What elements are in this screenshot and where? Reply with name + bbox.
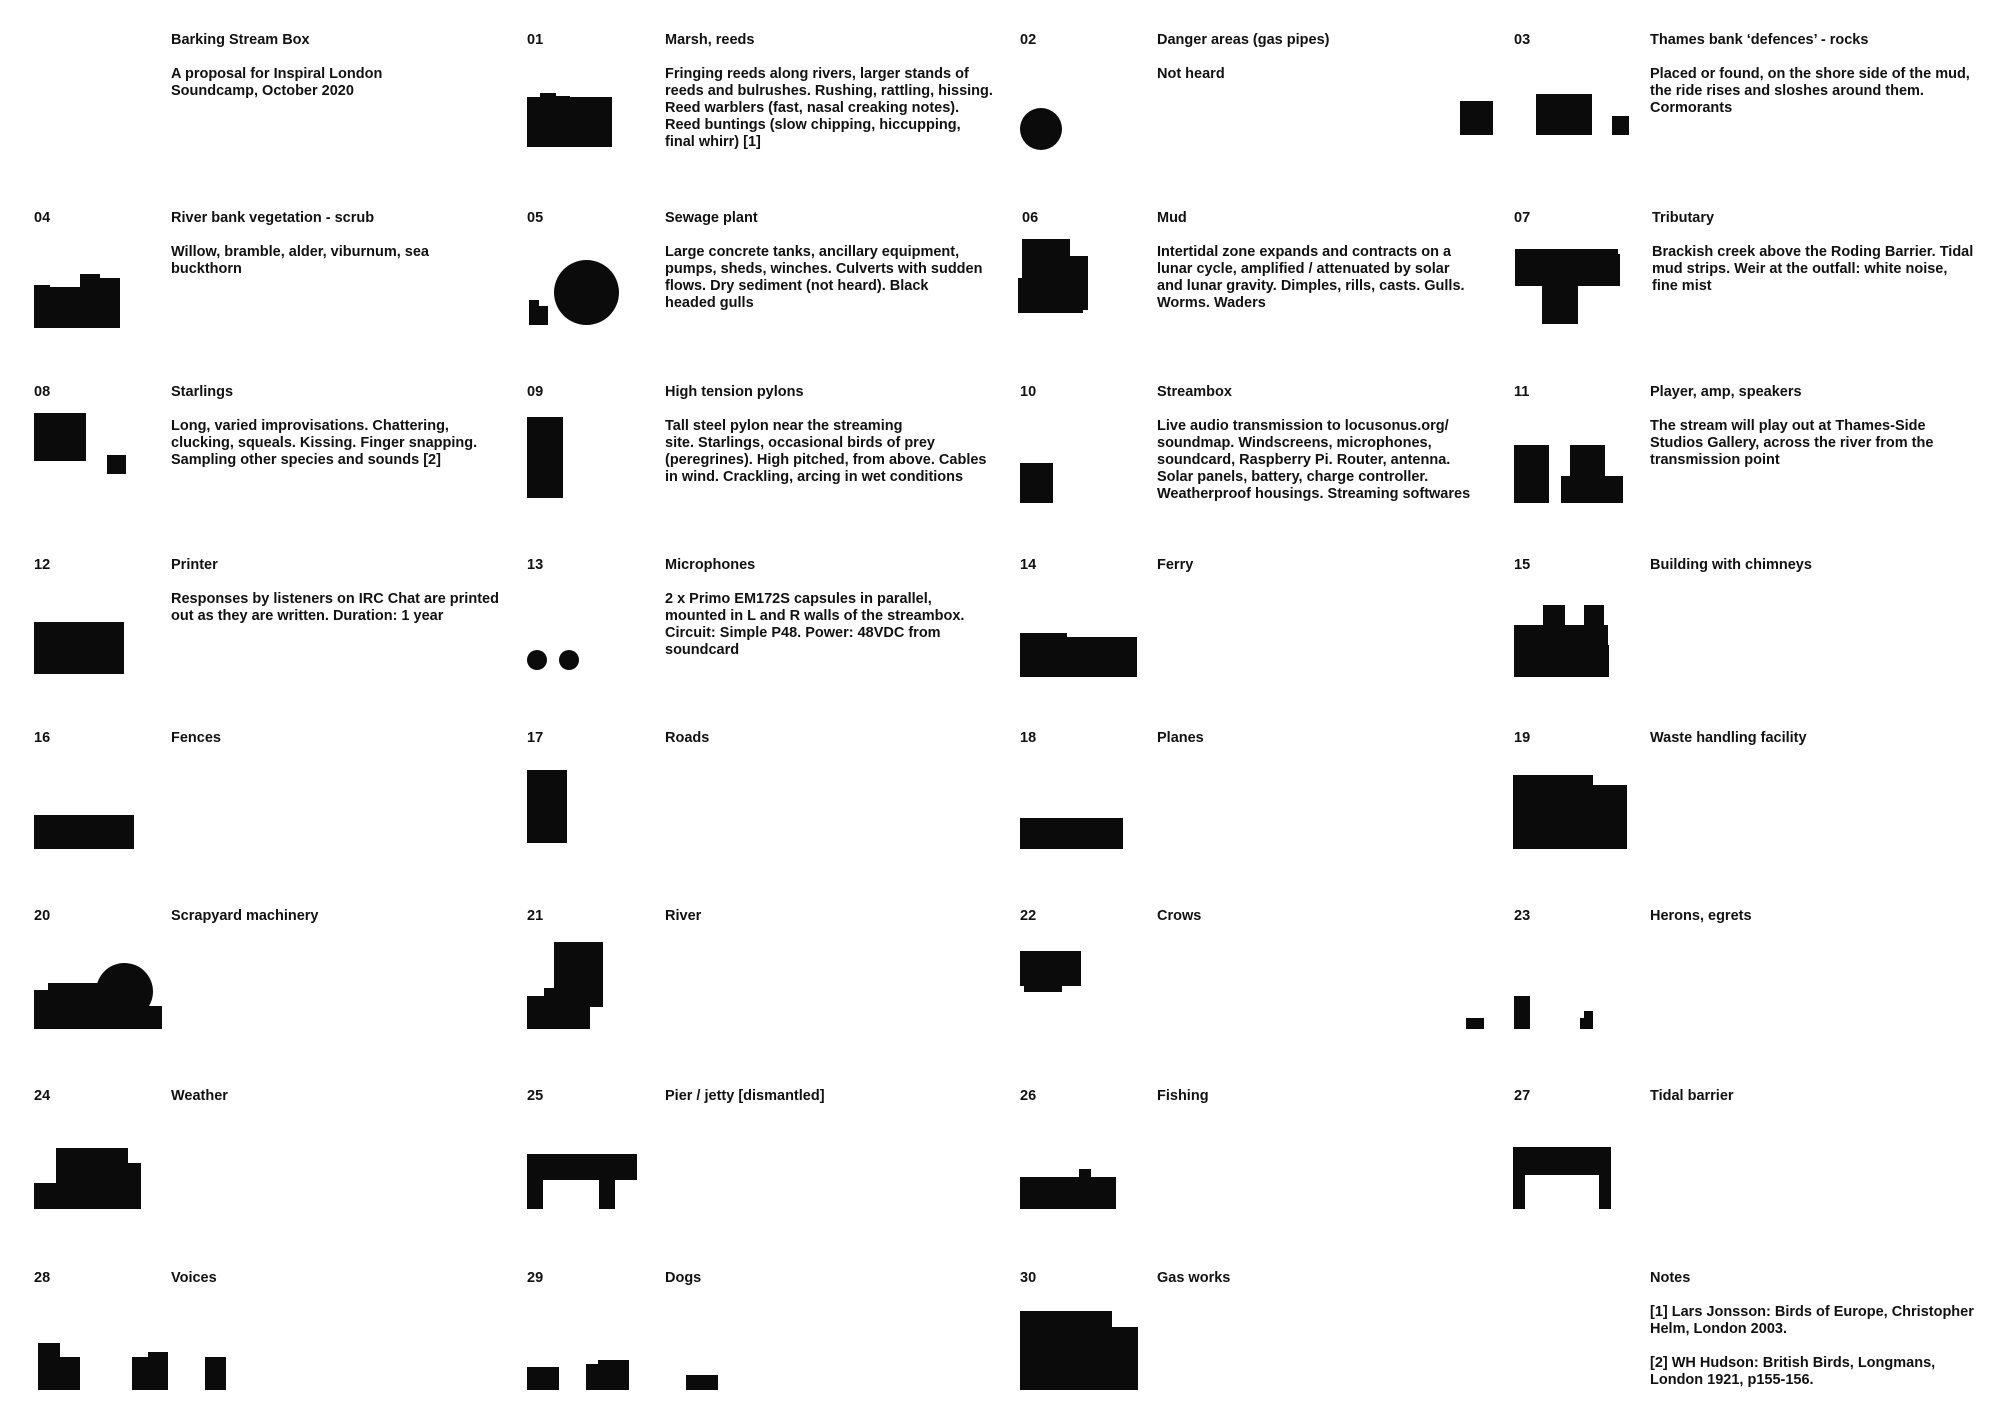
item-desc-04: Willow, bramble, alder, viburnum, sea buckthorn <box>171 244 429 277</box>
item-title-18: Planes <box>1157 730 1204 746</box>
item-number-29: 29 <box>527 1270 544 1286</box>
item-number-28: 28 <box>34 1270 51 1286</box>
item-title-13: Microphones <box>665 557 756 573</box>
item-number-04: 04 <box>34 210 51 226</box>
item-desc-11: The stream will play out at Thames-Side Studios Gallery, across the river from the transmission point <box>1650 418 1934 468</box>
item-title-26: Fishing <box>1157 1088 1209 1104</box>
item-number-05: 05 <box>527 210 544 226</box>
item-desc-13: 2 x Primo EM172S capsules in parallel, mounted in L and R walls of the streambox. Circuit: Simple P48. Power: 48VDC from soundcard <box>665 591 965 658</box>
item-title-11: Player, amp, speakers <box>1650 384 1802 400</box>
note-2: [2] WH Hudson: British Birds, Longmans, London 1921, p155-156. <box>1650 1355 1936 1388</box>
item-title-14: Ferry <box>1157 557 1194 573</box>
item-title-28: Voices <box>171 1270 217 1286</box>
notes-title: Notes <box>1650 1270 1691 1286</box>
item-title-19: Waste handling facility <box>1650 730 1807 746</box>
item-desc-03: Placed or found, on the shore side of the mud, the ride rises and sloshes around them. Cormorants <box>1650 66 1970 116</box>
item-title-03: Thames bank ‘defences’ - rocks <box>1650 32 1869 48</box>
item-desc-08: Long, varied improvisations. Chattering, clucking, squeals. Kissing. Finger snapping. Sampling other species and sounds [2] <box>171 418 478 468</box>
item-title-20: Scrapyard machinery <box>171 908 319 924</box>
item-desc-05: Large concrete tanks, ancillary equipment, pumps, sheds, winches. Culverts with sudden flows. Dry sediment (not heard). Black headed gulls <box>665 244 983 311</box>
note-1: [1] Lars Jonsson: Birds of Europe, Christopher Helm, London 2003. <box>1650 1304 1974 1337</box>
item-desc-07: Brackish creek above the Roding Barrier. Tidal mud strips. Weir at the outfall: white noise, fine mist <box>1652 244 1974 294</box>
item-number-08: 08 <box>34 384 51 400</box>
item-number-22: 22 <box>1020 908 1037 924</box>
document-title: Barking Stream Box <box>171 32 310 48</box>
item-desc-10: Live audio transmission to locusonus.org/ soundmap. Windscreens, microphones, soundcard, Raspberry Pi. Router, antenna. Solar panels, battery, charge controller. Weatherproof housings. Streaming softwares <box>1157 418 1471 502</box>
item-title-22: Crows <box>1157 908 1202 924</box>
item-title-04: River bank vegetation - scrub <box>171 210 375 226</box>
item-number-09: 09 <box>527 384 544 400</box>
item-number-25: 25 <box>527 1088 544 1104</box>
item-title-21: River <box>665 908 702 924</box>
item-number-14: 14 <box>1020 557 1037 573</box>
item-title-06: Mud <box>1157 210 1187 226</box>
item-title-30: Gas works <box>1157 1270 1231 1286</box>
item-number-26: 26 <box>1020 1088 1037 1104</box>
item-number-21: 21 <box>527 908 544 924</box>
item-number-17: 17 <box>527 730 544 746</box>
item-title-17: Roads <box>665 730 710 746</box>
item-number-12: 12 <box>34 557 51 573</box>
item-title-07: Tributary <box>1652 210 1715 226</box>
item-desc-02: Not heard <box>1157 66 1225 82</box>
item-number-23: 23 <box>1514 908 1531 924</box>
item-number-15: 15 <box>1514 557 1531 573</box>
item-number-13: 13 <box>527 557 544 573</box>
item-title-10: Streambox <box>1157 384 1232 400</box>
item-title-27: Tidal barrier <box>1650 1088 1734 1104</box>
item-title-05: Sewage plant <box>665 210 758 226</box>
item-number-06: 06 <box>1022 210 1039 226</box>
item-title-12: Printer <box>171 557 218 573</box>
item-desc-12: Responses by listeners on IRC Chat are printed out as they are written. Duration: 1 year <box>171 591 499 624</box>
item-number-02: 02 <box>1020 32 1037 48</box>
item-title-24: Weather <box>171 1088 228 1104</box>
item-number-20: 20 <box>34 908 51 924</box>
item-number-30: 30 <box>1020 1270 1037 1286</box>
item-title-02: Danger areas (gas pipes) <box>1157 32 1330 48</box>
item-desc-09: Tall steel pylon near the streaming site. Starlings, occasional birds of prey (peregrines). High pitched, from above. Cables in wind. Crackling, arcing in wet conditions <box>665 418 987 485</box>
item-number-19: 19 <box>1514 730 1531 746</box>
item-title-09: High tension pylons <box>665 384 804 400</box>
item-desc-01: Fringing reeds along rivers, larger stands of reeds and bulrushes. Rushing, rattling, hissing. Reed warblers (fast, nasal creaking notes). Reed buntings (slow chipping, hiccupping, final whirr) [1] <box>665 66 993 150</box>
item-desc-06: Intertidal zone expands and contracts on a lunar cycle, amplified / attenuated by solar and lunar gravity. Dimples, rills, casts. Gulls. Worms. Waders <box>1157 244 1465 311</box>
item-title-16: Fences <box>171 730 221 746</box>
item-number-11: 11 <box>1514 384 1530 400</box>
item-number-18: 18 <box>1020 730 1037 746</box>
item-title-25: Pier / jetty [dismantled] <box>665 1088 825 1104</box>
item-number-07: 07 <box>1514 210 1531 226</box>
item-title-01: Marsh, reeds <box>665 32 755 48</box>
item-title-29: Dogs <box>665 1270 702 1286</box>
item-number-01: 01 <box>527 32 544 48</box>
item-number-16: 16 <box>34 730 51 746</box>
document-subtitle: A proposal for Inspiral London Soundcamp, October 2020 <box>171 66 383 99</box>
item-number-03: 03 <box>1514 32 1531 48</box>
item-number-27: 27 <box>1514 1088 1531 1104</box>
item-title-15: Building with chimneys <box>1650 557 1812 573</box>
item-number-24: 24 <box>34 1088 51 1104</box>
item-title-08: Starlings <box>171 384 234 400</box>
item-number-10: 10 <box>1020 384 1037 400</box>
item-title-23: Herons, egrets <box>1650 908 1752 924</box>
